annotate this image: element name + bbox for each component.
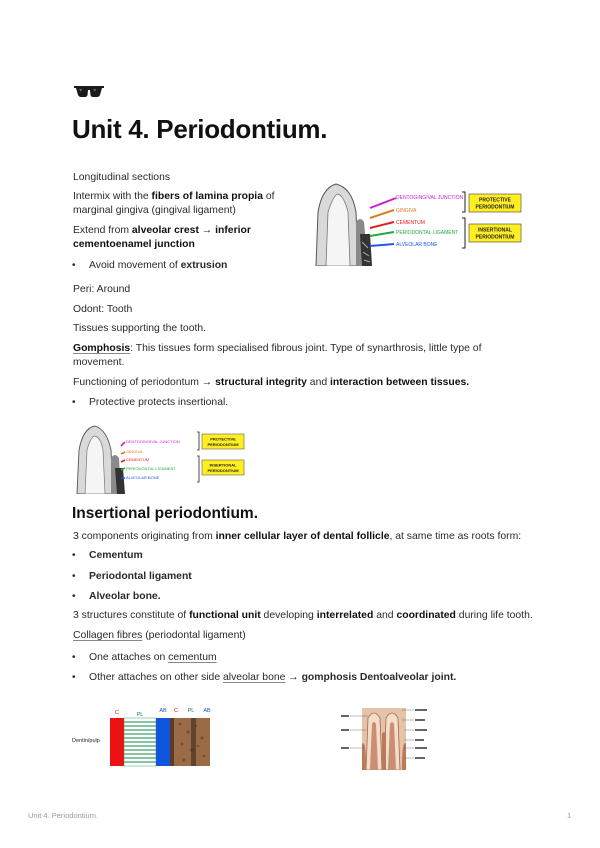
box-insertional-2: PERIODONTIUM (475, 234, 515, 241)
list-item: • Periodontal ligament (79, 570, 192, 584)
box-protective-small-1: PROTECTIVE (210, 436, 236, 442)
list-item: • Cementum (79, 549, 143, 563)
label-pdl: PERIODONTAL LIGAMENT (396, 230, 459, 236)
box-insertional-1: INSERTIONAL (478, 227, 512, 234)
list-item: • Alveolar bone. (79, 590, 161, 604)
label-pl: PL (136, 712, 144, 718)
label-c: C (115, 710, 119, 716)
label-ab: AB (159, 708, 167, 714)
label-cementum-small: CEMENTUM (126, 457, 150, 462)
list-item: • Other attaches on other side alveolar bone → gomphosis Dentoalveolar joint. (79, 671, 456, 685)
box-insertional-small-1: INSERTIONAL (209, 462, 237, 468)
periodontium-diagram-small (73, 424, 253, 494)
label-dentogingival: DENTOGINGIVAL JUNCTION (396, 195, 464, 201)
label-ab-2: AB (203, 708, 211, 714)
label-c-2: C (174, 708, 178, 714)
label-cementum: CEMENTUM (396, 220, 425, 226)
intermix-paragraph: Intermix with the fibers of lamina propia of marginal gingiva (gingival ligament) (73, 191, 275, 216)
structures-paragraph: 3 structures constitute of functional unit developing interrelated and coordinated during life tooth. (73, 610, 533, 621)
collagen-paragraph: Collagen fibres (periodontal ligament) (73, 630, 246, 641)
dentin-pulp-label: Dentin/pulp (72, 738, 100, 744)
label-gingiva-small: GINGIVA (126, 449, 143, 454)
page-title: Unit 4. Periodontium. (72, 114, 328, 144)
extend-paragraph: Extend from alveolar crest → inferior cementoenamel junction (73, 225, 251, 250)
label-gingiva: GINGIVA (396, 208, 417, 214)
ligament-schematic (72, 704, 220, 768)
list-item: • Protective protects insertional. (79, 396, 228, 410)
gomphosis-paragraph: Gomphosis: This tissues form specialised fibrous joint. Type of synarthrosis, little type of movement. (73, 343, 482, 368)
label-alveolar-bone-small: ALVEOLAR BONE (126, 475, 160, 480)
tissues-text: Tissues supporting the tooth. (73, 323, 207, 334)
periodontium-diagram (312, 182, 526, 266)
box-protective-1: PROTECTIVE (479, 197, 511, 204)
histology-micrograph (340, 704, 430, 770)
box-protective-small-2: PERIODONTIUM (207, 442, 239, 447)
list-item: • Avoid movement of extrusion (79, 259, 227, 273)
footer-page-number: 1 (567, 811, 572, 820)
peri-text: Peri: Around (73, 284, 131, 295)
label-alveolar-bone: ALVEOLAR BONE (396, 242, 438, 248)
gomphosis-term: Gomphosis (73, 343, 131, 354)
components-paragraph: 3 components originating from inner cellular layer of dental follicle, at same time as roots form: (73, 531, 522, 542)
label-pdl-small: PERIODONTAL LIGAMENT (126, 466, 176, 471)
functioning-paragraph: Functioning of periodontum → structural integrity and interaction between tissues. (73, 377, 470, 388)
list-item: • One attaches on cementum (79, 651, 217, 665)
sunglasses-icon (73, 84, 105, 98)
box-protective-2: PERIODONTIUM (475, 204, 515, 211)
footer-title: Unit 4. Periodontium. (28, 811, 99, 820)
section-title: Insertional periodontium. (72, 505, 259, 522)
longitudinal-text: Longitudinal sections (73, 172, 171, 183)
label-dentogingival-small: DENTOGINGIVAL JUNCTION (126, 439, 180, 444)
box-insertional-small-2: PERIODONTIUM (207, 468, 239, 473)
odont-text: Odont: Tooth (73, 304, 133, 315)
label-pl-2: PL (187, 708, 195, 714)
